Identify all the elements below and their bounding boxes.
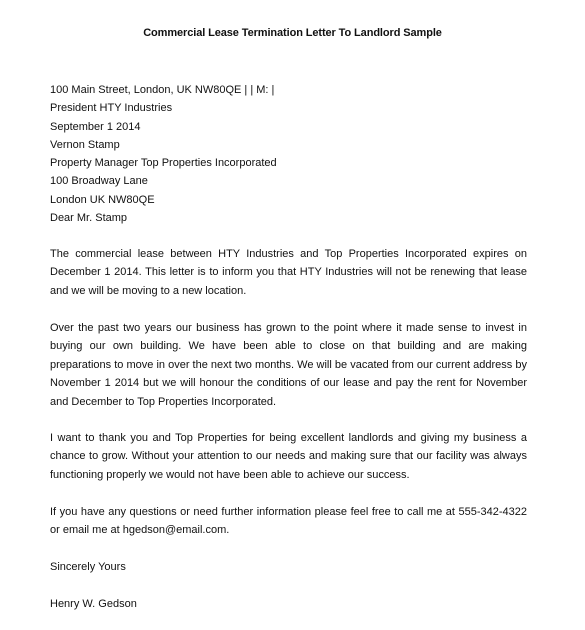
body-paragraph-3: I want to thank you and Top Properties for being excellent landlords and giving my business a chance to grow. Without your attention to our needs and making sure that our facility was always functioning properly we would not have been able to achieve our success. [50,432,527,481]
letter-date: September 1 2014 [50,120,141,133]
body-paragraph-4: If you have any questions or need further information please feel free to call me at 555-342-4322 or email me at hgedson@email.com. [50,506,527,537]
closing: Sincerely Yours [50,561,126,573]
recipient-city: London UK NW80QE [50,193,155,206]
address-block [50,81,530,227]
recipient-name: Vernon Stamp [50,138,120,151]
sender-title-line: President HTY Industries [50,102,173,115]
signer-name: Henry W. Gedson [50,598,137,610]
recipient-street: 100 Broadway Lane [50,175,148,188]
body-paragraph-2: Over the past two years our business has grown to the point where it made sense to invest in buying our own building. We have been able to close on that building and are making preparations to move in over the next two months. We will be vacated from our current address by November 1 2014 but we will honour the conditions of our lease and pay the rent for November and December to Top Properties Incorporated. [50,322,527,408]
recipient-title: Property Manager Top Properties Incorporated [50,157,277,170]
salutation: Dear Mr. Stamp [50,212,128,225]
document-title: Commercial Lease Termination Letter To Landlord Sample [143,27,442,39]
body-paragraph-1: The commercial lease between HTY Industries and Top Properties Incorporated expires on December 1 2014. This letter is to inform you that HTY Industries will not be renewing that lease and we will be moving to a new location. [50,248,527,297]
sender-address-line: 100 Main Street, London, UK NW80QE | | M: | [50,84,275,96]
